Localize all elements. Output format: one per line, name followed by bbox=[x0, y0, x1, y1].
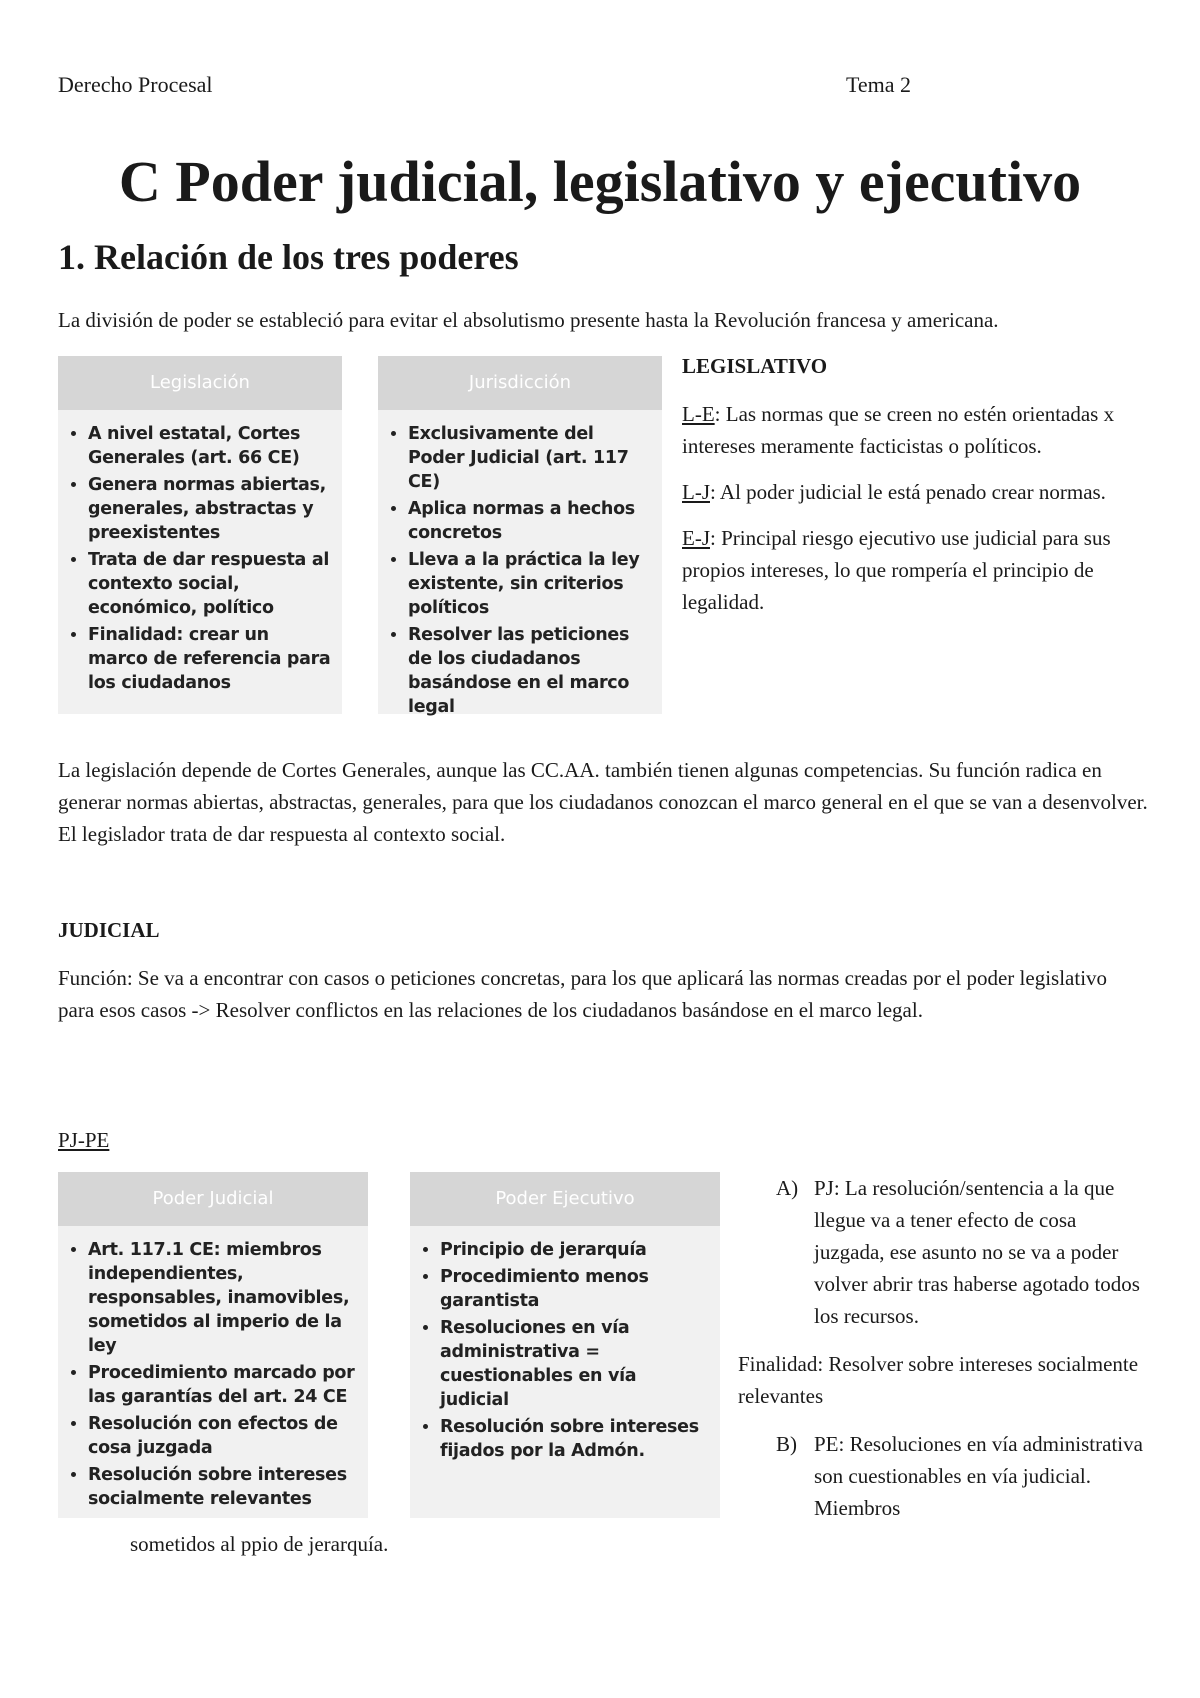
judicial-paragraph: Función: Se va a encontrar con casos o peticiones concretas, para los que aplicará las normas creadas por el poder legislativo para esos casos -> Resolver conflictos en las relaciones de los ciudadanos basándose en el marco legal. bbox=[58, 966, 1108, 1022]
pjpe-finalidad: Finalidad: Resolver sobre intereses socialmente relevantes bbox=[738, 1352, 1139, 1408]
note-lj bbox=[682, 476, 1152, 508]
list-item: • Exclusivamente del Poder Judicial (art. 117 CE) bbox=[408, 422, 652, 494]
judicial-heading: JUDICIAL bbox=[58, 918, 160, 942]
list-item: • Principio de jerarquía bbox=[440, 1238, 710, 1262]
list-item: • Genera normas abiertas, generales, abstractas y preexistentes bbox=[88, 473, 332, 545]
list-item: • Finalidad: crear un marco de referencia para los ciudadanos bbox=[88, 623, 332, 695]
card-poder-ejecutivo bbox=[410, 1172, 720, 1518]
header-unit: Tema 2 bbox=[846, 72, 912, 97]
section-heading: 1. Relación de los tres poderes bbox=[58, 237, 519, 277]
legislacion-paragraph: La legislación depende de Cortes Generales, aunque las CC.AA. también tienen algunas competencias. Su función radica en generar normas abiertas, abstractas, generales, para que los ciudadanos conozcan el marco general en el que se van a desenvolver. El legislador trata de dar respuesta al contexto social. bbox=[58, 758, 1148, 846]
list-item: • Trata de dar respuesta al contexto social, económico, político bbox=[88, 548, 332, 620]
page-title: C Poder judicial, legislativo y ejecutivo bbox=[118, 149, 1082, 214]
card-title: Legislación bbox=[58, 356, 342, 410]
note-key: L-E bbox=[682, 402, 715, 426]
card-list bbox=[410, 1226, 720, 1476]
legislativo-heading: LEGISLATIVO bbox=[682, 354, 828, 378]
card-list bbox=[378, 410, 662, 732]
pjpe-note-a bbox=[776, 1172, 1144, 1332]
list-item: • Resoluciones en vía administrativa = cuestionables en vía judicial bbox=[440, 1316, 710, 1412]
pjpe-heading: PJ-PE bbox=[58, 1128, 110, 1152]
list-item: • A nivel estatal, Cortes Generales (art. 66 CE) bbox=[88, 422, 332, 470]
note-ej bbox=[682, 522, 1152, 618]
note-text: : Las normas que se creen no estén orientadas x intereses meramente facticistas o políticos. bbox=[682, 402, 1115, 458]
card-title: Jurisdicción bbox=[378, 356, 662, 410]
note-key: E-J bbox=[682, 526, 710, 550]
pjpe-note-b-cont: sometidos al ppio de jerarquía. bbox=[130, 1532, 389, 1556]
list-item: • Procedimiento marcado por las garantías del art. 24 CE bbox=[88, 1361, 358, 1409]
legislativo-notes bbox=[682, 350, 1152, 618]
card-list bbox=[58, 410, 342, 708]
note-text: : Principal riesgo ejecutivo use judicial para sus propios intereses, lo que rompería el principio de legalidad. bbox=[682, 526, 1111, 614]
card-poder-judicial bbox=[58, 1172, 368, 1518]
list-item: • Procedimiento menos garantista bbox=[440, 1265, 710, 1313]
note-text: PJ: La resolución/sentencia a la que llegue va a tener efecto de cosa juzgada, ese asunto no se va a poder volver abrir tras haberse agotado todos los recursos. bbox=[814, 1176, 1140, 1328]
pjpe-note-b bbox=[776, 1428, 1144, 1524]
list-item: • Resolución sobre intereses socialmente relevantes bbox=[88, 1463, 358, 1511]
note-text: PE: Resoluciones en vía administrativa son cuestionables en vía judicial. Miembros bbox=[814, 1432, 1143, 1520]
list-item: • Aplica normas a hechos concretos bbox=[408, 497, 652, 545]
card-title: Poder Ejecutivo bbox=[410, 1172, 720, 1226]
list-item: • Resolución sobre intereses fijados por la Admón. bbox=[440, 1415, 710, 1463]
header-subject: Derecho Procesal bbox=[58, 72, 213, 97]
list-item: • Art. 117.1 CE: miembros independientes, responsables, inamovibles, sometidos al imperio de la ley bbox=[88, 1238, 358, 1358]
list-marker: B) bbox=[776, 1432, 797, 1456]
card-title: Poder Judicial bbox=[58, 1172, 368, 1226]
card-jurisdiccion bbox=[378, 356, 662, 717]
list-item: • Resolución con efectos de cosa juzgada bbox=[88, 1412, 358, 1460]
list-item: • Lleva a la práctica la ley existente, sin criterios políticos bbox=[408, 548, 652, 620]
note-le bbox=[682, 398, 1152, 462]
note-key: L-J bbox=[682, 480, 710, 504]
section-intro: La división de poder se estableció para evitar el absolutismo presente hasta la Revolución francesa y americana. bbox=[58, 308, 999, 332]
list-marker: A) bbox=[776, 1176, 799, 1200]
card-list bbox=[58, 1226, 368, 1524]
list-item: • Resolver las peticiones de los ciudadanos basándose en el marco legal bbox=[408, 623, 652, 719]
card-legislacion bbox=[58, 356, 342, 714]
note-text: : Al poder judicial le está penado crear normas. bbox=[710, 480, 1106, 504]
